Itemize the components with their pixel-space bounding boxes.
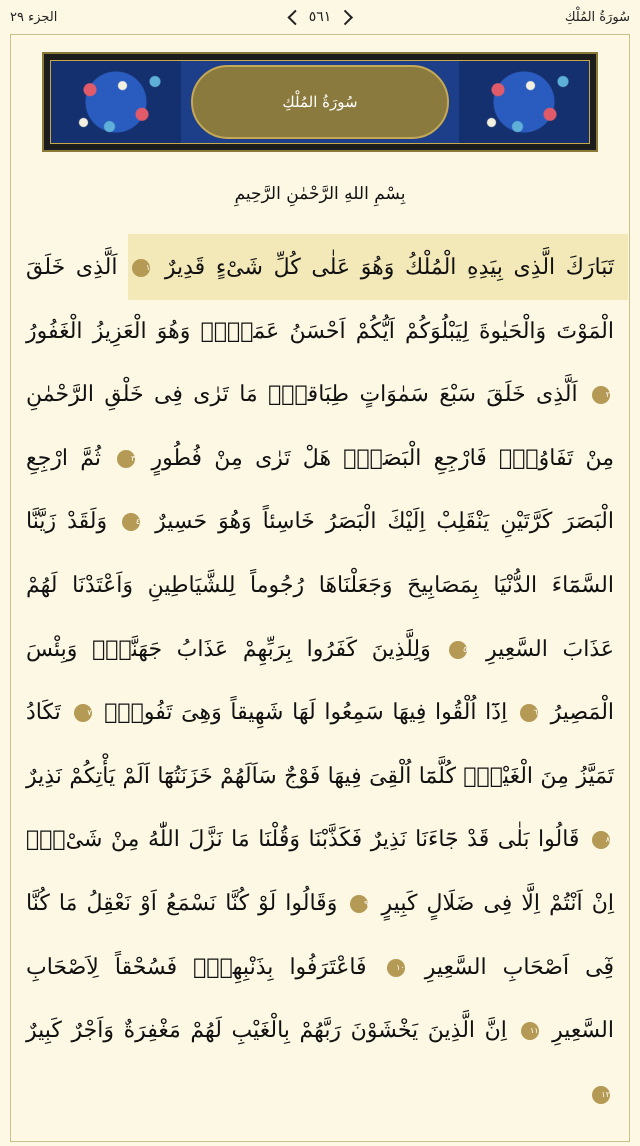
verse[interactable]: اِذَٓا اُلْقُوا فِيهَا سَمِعُوا لَهَا شَهِيقاً وَهِىَ تَفُورُۙ [104,700,508,726]
verse-number-marker: ٣ [117,450,135,468]
page-number: ٥٦١ [308,9,332,25]
verse-number-marker: ٧ [74,704,92,722]
verse-number-marker: ١١ [521,1022,539,1040]
verse[interactable]: فَاعْتَرَفُوا بِذَنْبِهِمْۚ فَسُحْقاً لِاَصْحَابِ السَّعِيرِ [26,954,614,1044]
verse-number-marker: ٩ [350,895,368,913]
verse[interactable]: وَلِلَّذِينَ كَفَرُوا بِرَبِّهِمْ عَذَابُ جَهَنَّمَۜ وَبِئْسَ الْمَصِيرُ [26,636,615,726]
verse[interactable]: اَلَّذِى خَلَقَ سَبْعَ سَمٰوَاتٍ طِبَاقاًۜ مَا تَرٰى فِى خَلْقِ الرَّحْمٰنِ مِنْ تَفَاوُتٍۜ فَارْجِعِ الْبَصَرَۙ هَلْ تَرٰى مِنْ فُطُورٍ [26,382,614,471]
verse-number-marker: ٥ [449,641,467,659]
verse[interactable]: تَكَادُ تَمَيَّزُ مِنَ الْغَيْظِۜ كُلَّمَٓا اُلْقِىَ فِيهَا فَوْجٌ سَاَلَهُمْ خَزَنَتُهَٓا اَلَمْ يَأْتِكُمْ نَذِيرٌ [26,700,614,789]
verse-number-marker: ٨ [592,831,610,849]
verse[interactable]: تَبَارَكَ الَّذِى بِيَدِهِ الْمُلْكُ وَهُوَ عَلٰى كُلِّ شَىْءٍ قَدِيرٌ [164,255,615,280]
surah-header-ornament [50,60,590,144]
juz-label: الجزء ٢٩ [10,9,58,25]
verse-number-marker: ٦ [520,704,538,722]
verse[interactable]: وَقَالُوا لَوْ كُنَّا نَسْمَعُ اَوْ نَعْقِلُ مَا كُنَّا فِٓى اَصْحَابِ السَّعِيرِ [26,890,615,980]
verse-number-marker: ٤ [122,513,140,531]
verse-number-marker: ١٢ [592,1086,610,1104]
chevron-right-icon[interactable] [337,9,353,25]
surah-header [42,52,598,152]
top-bar [0,0,640,34]
verse-number-marker: ١ [132,259,150,277]
verse[interactable]: قَالُوا بَلٰى قَدْ جَٓاءَنَا نَذِيرٌ فَكَذَّبْنَا وَقُلْنَا مَا نَزَّلَ اللّٰهُ مِنْ شَىْءٍۚ اِنْ اَنْتُمْ اِلَّا فِى ضَلَالٍ كَبِيرٍ [26,827,615,916]
verse-number-marker: ١٠ [387,959,405,977]
verse[interactable]: اِنَّ الَّذِينَ يَخْشَوْنَ رَبَّهُمْ بِالْغَيْبِ لَهُمْ مَغْفِرَةٌ وَاَجْرٌ كَبِيرٌ [26,1018,507,1044]
surah-title: سُورَةُ المُلْكِ [191,65,449,139]
floral-ornament-icon [51,61,181,143]
verse[interactable]: وَلَقَدْ زَيَّنَّا السَّمَٓاءَ الدُّنْيَا بِمَصَابِيحَ وَجَعَلْنَاهَا رُجُوماً لِلشَّيَاطِينِ وَاَعْتَدْنَا لَهُمْ عَذَابَ السَّعِيرِ [26,509,614,662]
verse-number-marker: ٢ [592,386,610,404]
page-nav [290,9,351,25]
verse-text [26,236,614,1126]
basmala: بِسْمِ اللهِ الرَّحْمٰنِ الرَّحِيمِ [234,184,406,204]
surah-name: سُورَةُ المُلْكِ [564,9,630,25]
verse[interactable]: اَلَّذِى خَلَقَ الْمَوْتَ وَالْحَيٰوةَ لِيَبْلُوَكُمْ اَيُّكُمْ اَحْسَنُ عَمَلاًۜ وَهُوَ الْعَزِيزُ الْغَفُورُ [26,255,614,344]
floral-ornament-icon [459,61,589,143]
verse[interactable]: ثُمَّ ارْجِعِ الْبَصَرَ كَرَّتَيْنِ يَنْقَلِبْ اِلَيْكَ الْبَصَرُ خَاسِئاً وَهُوَ حَسِيرٌ [26,445,614,535]
chevron-left-icon[interactable] [287,9,303,25]
